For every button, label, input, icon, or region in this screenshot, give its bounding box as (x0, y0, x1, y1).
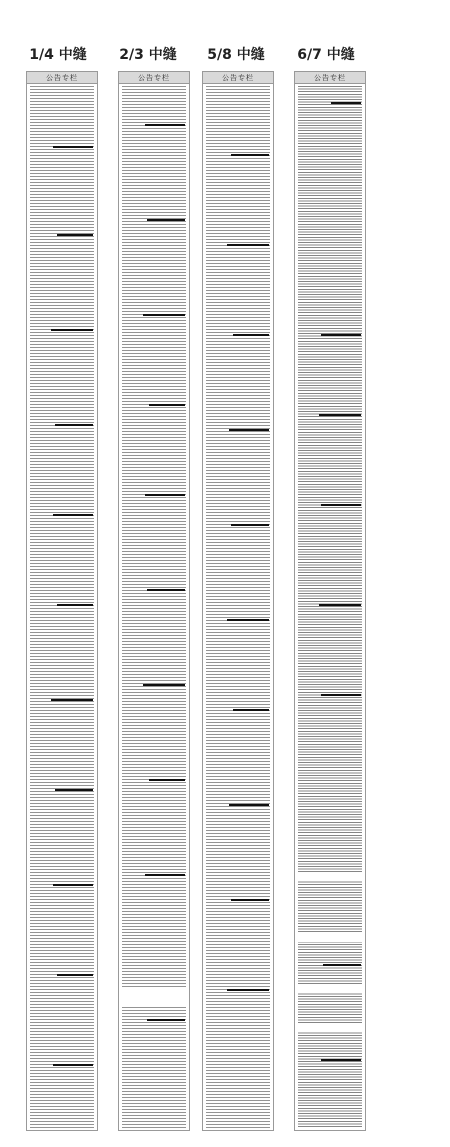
column-title: 公告专栏 (138, 73, 170, 82)
column-title: 公告专栏 (222, 73, 254, 82)
notice-text-block (203, 84, 273, 1130)
notice-text-block (27, 84, 97, 1130)
column-title: 公告专栏 (46, 73, 78, 82)
layout-headline-1: 1/4 中缝 (29, 47, 87, 63)
notice-column-3 (202, 71, 274, 1131)
column-title: 公告专栏 (314, 73, 346, 82)
notice-text-block (119, 84, 189, 1130)
notice-column-2 (118, 71, 190, 1131)
notice-column-4 (294, 71, 366, 1131)
notice-column-1 (26, 71, 98, 1131)
notice-text-block (295, 84, 365, 1130)
column-header (119, 72, 189, 84)
layout-headline-2: 2/3 中缝 (119, 47, 177, 63)
column-header (27, 72, 97, 84)
layout-headline-4: 6/7 中缝 (297, 47, 355, 63)
layout-headline-3: 5/8 中缝 (207, 47, 265, 63)
column-header (295, 72, 365, 84)
column-header (203, 72, 273, 84)
